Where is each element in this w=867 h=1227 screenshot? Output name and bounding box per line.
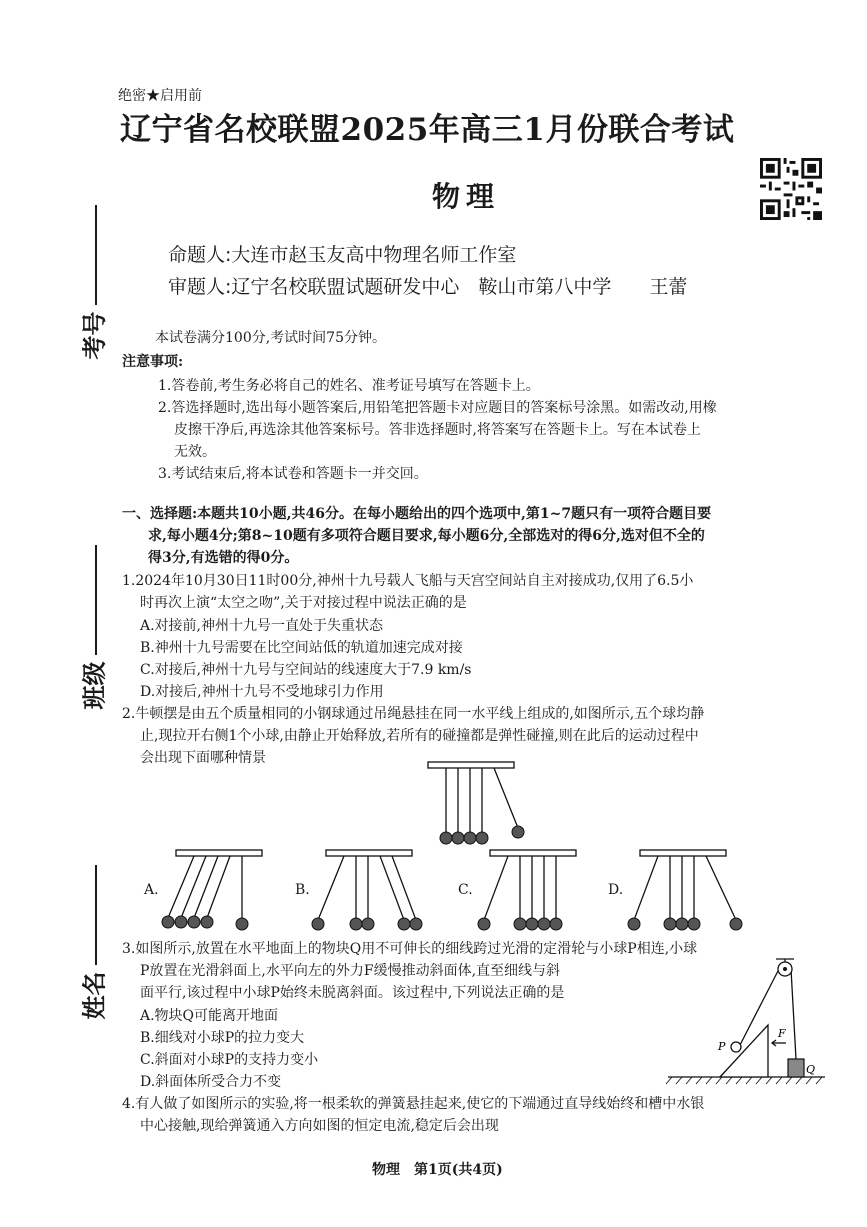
q2-option-c-label: C. [458, 882, 473, 898]
q3-option-c: C.斜面对小球P的支持力变小 [140, 1052, 319, 1068]
section-heading-line: 得3分,有选错的得0分。 [148, 550, 299, 566]
cradle-option-b-figure [318, 850, 416, 920]
notice-line: 皮擦干净后,再选涂其他答案标号。答非选择题时,将答案写在答题卡上。写在本试卷上 [174, 422, 701, 438]
q4-stem-line: 中心接触,现给弹簧通入方向如图的恒定电流,稳定后会出现 [140, 1118, 499, 1134]
cradle-option-a-figure [168, 850, 262, 920]
q2-stem-line: 会出现下面哪种情景 [140, 750, 266, 766]
q2-stem-line: 止,现拉开右侧1个小球,由静止开始释放,若所有的碰撞都是弹性碰撞,则在此后的运动过程中 [140, 728, 699, 744]
exam-title: 辽宁省名校联盟2025年高三1月份联合考试 [120, 112, 735, 148]
q3-option-d: D.斜面体所受合力不变 [140, 1074, 282, 1090]
reviewer-line: 审题人:辽宁名校联盟试题研发中心 鞍山市第八中学 王蕾 [168, 276, 688, 298]
q3-stem-line: 3.如图所示,放置在水平地面上的物块Q用不可伸长的细线跨过光滑的定滑轮与小球P相连,小球 [122, 941, 698, 957]
q3-option-a: A.物块Q可能离开地面 [140, 1008, 279, 1024]
notice-line: 3.考试结束后,将本试卷和答题卡一并交回。 [158, 466, 428, 482]
subject-title: 物理 [432, 180, 501, 213]
notice-line: 2.答选择题时,选出每小题答案后,用铅笔把答题卡对应题目的答案标号涂黑。如需改动,用橡 [158, 400, 717, 416]
notice-title: 注意事项: [122, 354, 184, 370]
q1-option-b: B.神州十九号需要在比空间站低的轨道加速完成对接 [140, 640, 463, 656]
q1-stem-line: 1.2024年10月30日11时00分,神州十九号载人飞船与天宫空间站自主对接成功,仅用了6.5小 [122, 573, 694, 589]
q3-stem-line: P放置在光滑斜面上,水平向左的外力F缓慢推动斜面体,直至细线与斜 [140, 963, 561, 979]
q2-option-d-label: D. [608, 882, 624, 898]
cradle-main-figure [428, 762, 518, 834]
force-f-label: F [778, 1027, 786, 1040]
block-q-label: Q [806, 1063, 816, 1076]
q3-option-b: B.细线对小球P的拉力变大 [140, 1030, 305, 1046]
ball-p-label: P [718, 1040, 726, 1053]
composer-line: 命题人:大连市赵玉友高中物理名师工作室 [168, 244, 517, 266]
class-label: 班级 [80, 661, 109, 710]
exam-no-label: 考号 [80, 311, 109, 360]
cradle-option-d-figure [634, 850, 736, 920]
confidential-mark: 绝密★启用前 [118, 88, 202, 104]
q1-option-d: D.对接后,神州十九号不受地球引力作用 [140, 684, 384, 700]
incline-pulley-figure [660, 955, 830, 1085]
q2-option-b-label: B. [295, 882, 310, 898]
score-time-note: 本试卷满分100分,考试时间75分钟。 [155, 330, 386, 346]
q4-stem-line: 4.有人做了如图所示的实验,将一根柔软的弹簧悬挂起来,使它的下端通过直导线始终和槽中水银 [122, 1096, 705, 1112]
notice-line: 1.答卷前,考生务必将自己的姓名、准考证号填写在答题卡上。 [158, 378, 540, 394]
section-heading-line: 求,每小题4分;第8~10题有多项符合题目要求,每小题6分,全部选对的得6分,选对但不全的 [148, 528, 705, 544]
q2-stem-line: 2.牛顿摆是由五个质量相同的小钢球通过吊绳悬挂在同一水平线上组成的,如图所示,五个球均静 [122, 706, 705, 722]
q1-option-a: A.对接前,神州十九号一直处于失重状态 [140, 618, 384, 634]
q2-option-a-label: A. [144, 882, 159, 898]
q3-stem-line: 面平行,该过程中小球P始终未脱离斜面。该过程中,下列说法正确的是 [140, 985, 565, 1001]
section-heading-line: 一、选择题:本题共10小题,共46分。在每小题给出的四个选项中,第1~7题只有一项符合题目要 [122, 506, 712, 522]
name-label: 姓名 [80, 971, 109, 1020]
q1-stem-line: 时再次上演“太空之吻”,关于对接过程中说法正确的是 [140, 595, 467, 611]
page-footer: 物理 第1页(共4页) [372, 1162, 503, 1178]
notice-line: 无效。 [174, 444, 216, 460]
q1-option-c: C.对接后,神州十九号与空间站的线速度大于7.9 km/s [140, 662, 472, 678]
cradle-option-c-figure [484, 850, 576, 920]
